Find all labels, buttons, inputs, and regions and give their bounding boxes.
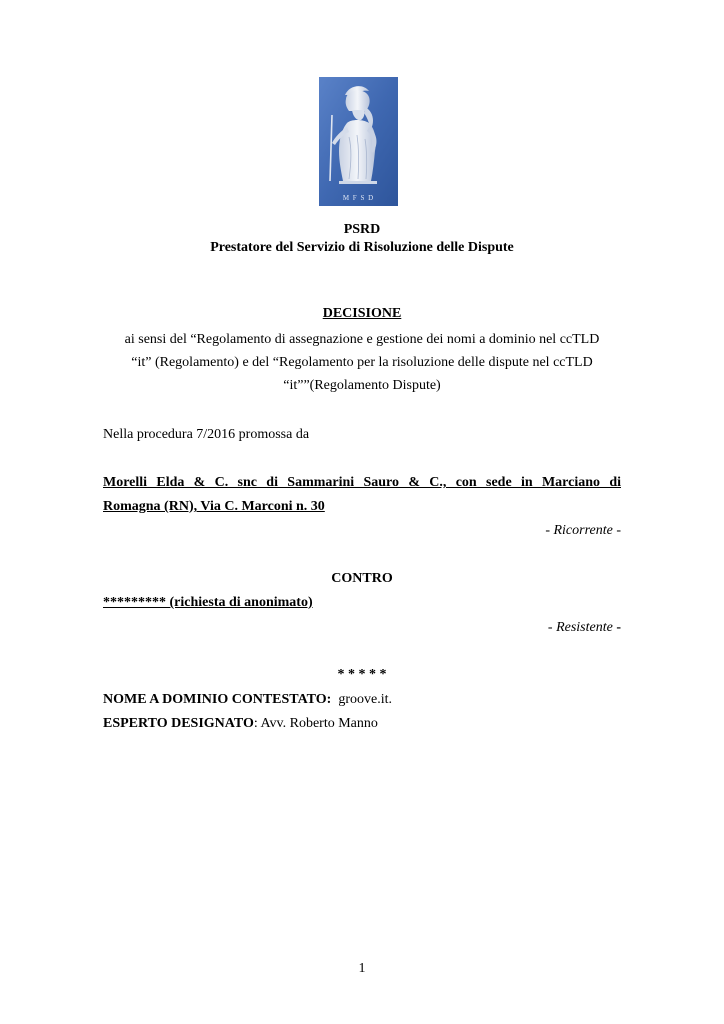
domain-line	[103, 691, 621, 709]
page-number: 1	[358, 961, 366, 976]
decision-intro-line-2: “it” (Regolamento) e del “Regolamento per la risoluzione delle dispute nel ccTLD	[131, 355, 593, 370]
expert-value: : Avv. Roberto Manno	[253, 716, 378, 731]
against-label: CONTRO	[331, 571, 393, 586]
mfsd-logo	[319, 77, 398, 206]
respondent-name: ********* (richiesta di anonimato)	[103, 595, 313, 610]
domain-label: NOME A DOMINIO CONTESTATO:	[103, 692, 332, 707]
expert-line	[103, 715, 621, 733]
decision-intro-line-3: “it””(Regolamento Dispute)	[283, 378, 441, 393]
expert-label: ESPERTO DESIGNATO	[103, 716, 254, 731]
logo-text: M F S D	[342, 194, 375, 202]
respondent-role-suffix: -	[616, 620, 621, 635]
procedure-text: Nella procedura 7/2016 promossa da	[103, 427, 310, 442]
complainant-role: - Ricorrente -	[545, 523, 621, 538]
header-acronym: PSRD	[343, 222, 381, 237]
decision-title: DECISIONE	[322, 306, 402, 321]
complainant-line-1: Morelli Elda & C. snc di Sammarini Sauro & C., con sede in Marciano di	[103, 475, 621, 490]
respondent-role-prefix: - Resistente	[547, 620, 617, 635]
complainant-line-2: Romagna (RN), Via C. Marconi n. 30	[103, 499, 325, 514]
respondent-role	[103, 619, 621, 637]
header-subtitle: Prestatore del Servizio di Risoluzione delle Dispute	[210, 240, 514, 255]
decision-intro-line-1: ai sensi del “Regolamento di assegnazione e gestione dei nomi a dominio nel ccTLD	[124, 332, 600, 347]
domain-value: groove.it.	[338, 692, 392, 707]
section-separator: * * * * *	[337, 667, 387, 682]
